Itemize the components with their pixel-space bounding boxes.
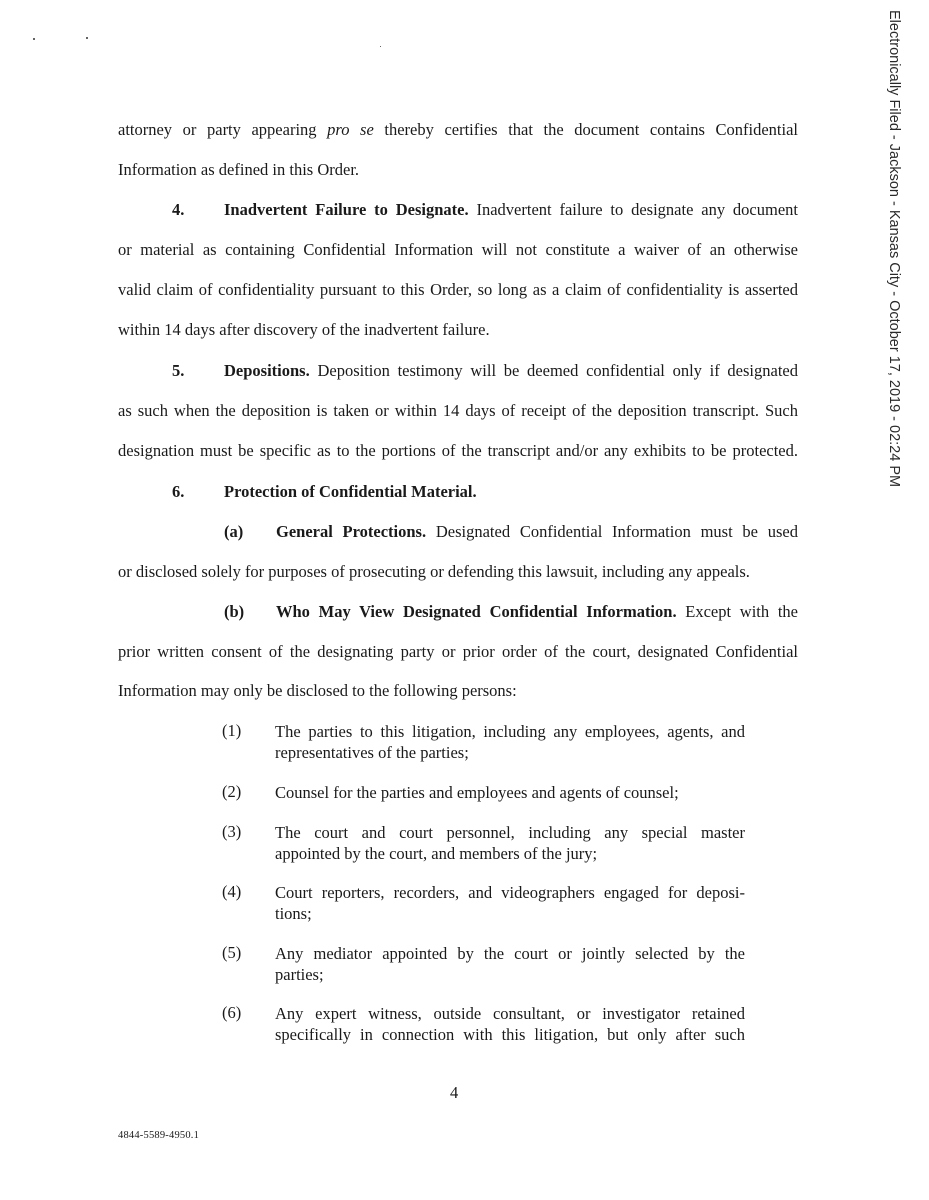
- section-4-number: 4.: [172, 200, 185, 219]
- subsection-b-line-3: Information may only be disclosed to the following persons:: [118, 681, 517, 700]
- list-item-number: (5): [222, 943, 242, 962]
- page-number: 4: [450, 1083, 459, 1102]
- list-item-number: (4): [222, 882, 242, 901]
- section-4-line-1: Inadvertent Failure to Designate. Inadvertent failure to designate any document: [224, 200, 798, 219]
- list-item-number: (1): [222, 721, 242, 740]
- subsection-a-line-1: General Protections. Designated Confidential Information must be used: [276, 522, 798, 541]
- document-id: 4844-5589-4950.1: [118, 1130, 200, 1141]
- list-item-number: (3): [222, 822, 242, 841]
- carryover-line-2: Information as defined in this Order.: [118, 160, 360, 179]
- efiling-stamp: Electronically Filed - Jackson - Kansas City - October 17, 2019 - 02:24 PM: [886, 10, 902, 488]
- subsection-a-heading: General Protections.: [276, 522, 427, 541]
- carryover-line-1: attorney or party appearing pro se thereby certifies that the document contains Confidential: [118, 120, 798, 139]
- section-6-number: 6.: [172, 482, 185, 501]
- list-item-number: (6): [222, 1003, 242, 1022]
- subsection-a-label: (a): [224, 522, 244, 541]
- list-item-text: The parties to this litigation, including any employees, agents, and representatives of the parties;: [275, 722, 745, 762]
- section-6-heading: Protection of Confidential Material.: [224, 482, 477, 501]
- scan-speck: [86, 37, 88, 39]
- subsection-b-heading: Who May View Designated Confidential Information.: [276, 602, 677, 621]
- list-item-text: Court reporters, recorders, and videographers engaged for deposi- tions;: [275, 883, 745, 923]
- section-4-line-4: within 14 days after discovery of the inadvertent failure.: [118, 320, 490, 339]
- subsection-b-line-1: Who May View Designated Confidential Information. Except with the: [276, 602, 798, 621]
- section-5-line-2: as such when the deposition is taken or within 14 days of receipt of the deposition transcript. Such: [118, 401, 798, 420]
- subsection-b-label: (b): [224, 602, 245, 621]
- section-4-line-2: or material as containing Confidential Information will not constitute a waiver of an otherwise: [118, 240, 798, 259]
- section-4-heading: Inadvertent Failure to Designate.: [224, 200, 469, 219]
- subsection-b-line-2: prior written consent of the designating party or prior order of the court, designated Confidential: [118, 642, 798, 661]
- section-4-line-3: valid claim of confidentiality pursuant to this Order, so long as a claim of confidentiality is asserted: [118, 280, 798, 299]
- subsection-a-line-2: or disclosed solely for purposes of prosecuting or defending this lawsuit, including any appeals.: [118, 562, 750, 581]
- list-item-text: Counsel for the parties and employees and agents of counsel;: [275, 783, 679, 802]
- section-5-line-1: Depositions. Deposition testimony will be deemed confidential only if designated: [224, 361, 798, 380]
- scan-speck: [380, 46, 381, 47]
- list-item-number: (2): [222, 782, 242, 801]
- list-item-text: Any mediator appointed by the court or jointly selected by the parties;: [275, 944, 745, 984]
- section-5-number: 5.: [172, 361, 185, 380]
- list-item-text: Any expert witness, outside consultant, or investigator retained specifically in connection with this litigation, but only after such: [275, 1004, 745, 1044]
- section-5-line-3: designation must be specific as to the portions of the transcript and/or any exhibits to be protected.: [118, 441, 798, 460]
- list-item-text: The court and court personnel, including any special master appointed by the court, and members of the jury;: [275, 823, 745, 863]
- section-5-heading: Depositions.: [224, 361, 310, 380]
- scan-speck: [33, 38, 35, 40]
